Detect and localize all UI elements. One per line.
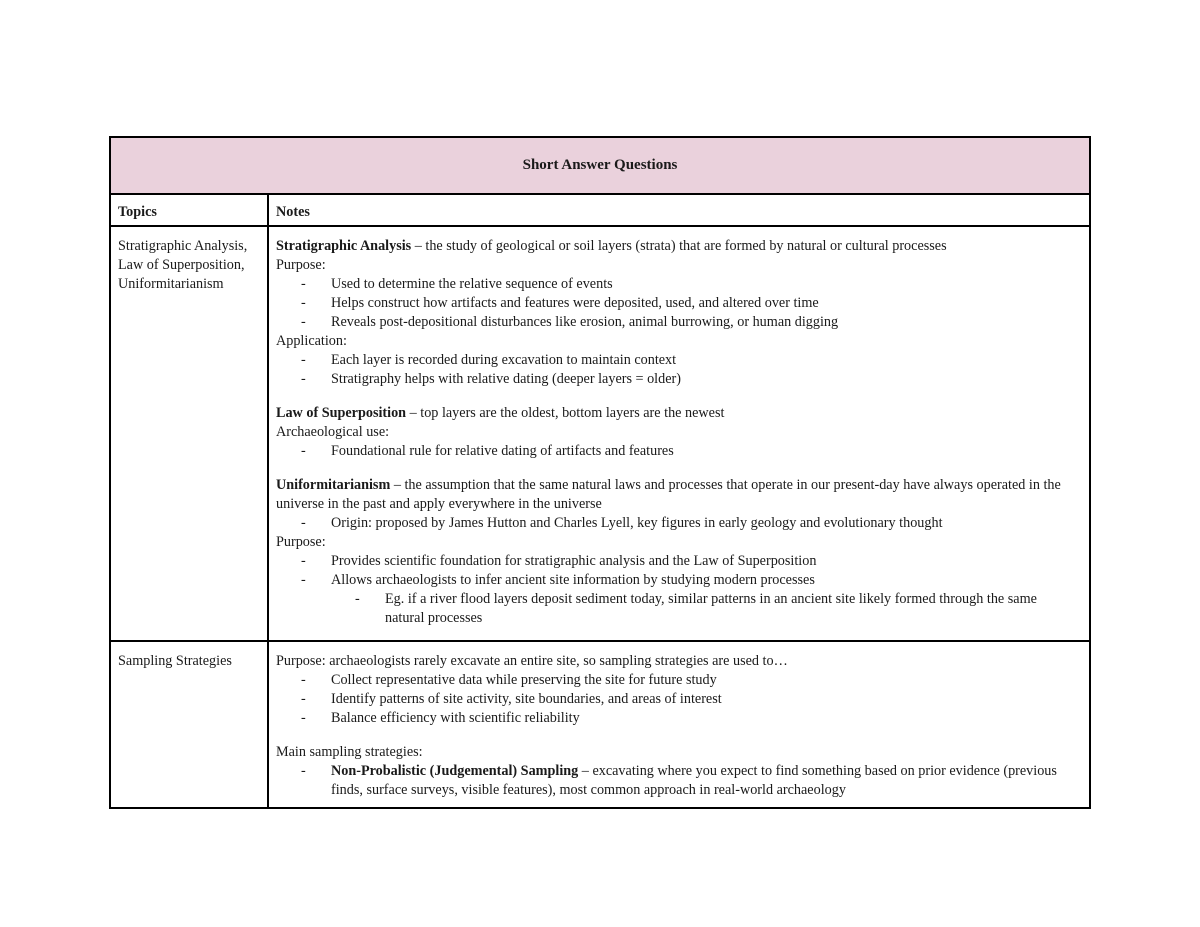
- short-answer-table: [109, 136, 1091, 809]
- uni-purpose-label: Purpose:: [276, 534, 326, 551]
- notes-sampling: [268, 641, 1090, 808]
- list-item: - Allows archaeologists to infer ancient site information by studying modern processes: [301, 572, 815, 589]
- list-item: - Non-Probalistic (Judgemental) Sampling – excavating where you expect to find something based on prior evidence (previous finds, surface surveys, visible features), most common approach in real-world archaeology: [301, 762, 1057, 798]
- list-item: - Balance efficiency with scientific reliability: [301, 709, 580, 726]
- header-notes: Notes: [268, 194, 1090, 226]
- topic-sampling: Sampling Strategies: [110, 641, 268, 808]
- header-topics: Topics: [110, 194, 268, 226]
- strategy-term: Non-Probalistic (Judgemental) Sampling: [331, 762, 579, 779]
- super-def-text: – top layers are the oldest, bottom layers are the newest: [406, 405, 725, 422]
- notes-stratigraphy: [268, 226, 1090, 641]
- topic-stratigraphy: Stratigraphic Analysis, Law of Superposition, Uniformitarianism: [110, 226, 268, 641]
- list-item: - Each layer is recorded during excavation to maintain context: [301, 352, 677, 369]
- uni-example: - Eg. if a river flood layers deposit sediment today, similar patterns in an ancient site likely formed through the same natural processes: [355, 591, 1037, 627]
- list-item: - Used to determine the relative sequence of events: [301, 276, 613, 293]
- sampling-purpose: Purpose: archaeologists rarely excavate an entire site, so sampling strategies are used to…: [276, 652, 788, 669]
- main-strategies-label: Main sampling strategies:: [276, 743, 423, 760]
- list-item: - Helps construct how artifacts and features were deposited, used, and altered over time: [301, 295, 819, 312]
- super-term: Law of Superposition: [276, 405, 407, 422]
- strat-purpose-label: Purpose:: [276, 257, 326, 274]
- list-item: - Collect representative data while preserving the site for future study: [301, 671, 717, 688]
- list-item: - Reveals post-depositional disturbances like erosion, animal burrowing, or human digging: [301, 314, 839, 331]
- list-item: - Identify patterns of site activity, site boundaries, and areas of interest: [301, 690, 722, 707]
- uni-definition: [276, 476, 1081, 514]
- uni-def-text: – the assumption that the same natural laws and processes that operate in our present-day have always operated in the universe in the past and apply everywhere in the universe: [276, 477, 1061, 513]
- strategy-def: – excavating where you expect to find something based on prior evidence (previous finds, surface surveys, visible features), most common approach in real-world archaeology: [331, 762, 1057, 798]
- list-item: - Provides scientific foundation for stratigraphic analysis and the Law of Superposition: [301, 553, 817, 570]
- uni-origin: - Origin: proposed by James Hutton and Charles Lyell, key figures in early geology and evolutionary thought: [301, 515, 943, 532]
- list-item: - Stratigraphy helps with relative dating (deeper layers = older): [301, 371, 681, 388]
- table-title: Short Answer Questions: [110, 137, 1090, 194]
- list-item: - Foundational rule for relative dating of artifacts and features: [301, 443, 674, 460]
- super-definition: [276, 404, 1081, 423]
- strat-term: Stratigraphic Analysis: [276, 238, 412, 255]
- strat-application-label: Application:: [276, 333, 347, 350]
- strat-def-text: – the study of geological or soil layers (strata) that are formed by natural or cultural processes: [411, 238, 947, 255]
- strat-definition: [276, 237, 1081, 256]
- uni-term: Uniformitarianism: [276, 477, 391, 494]
- super-use-label: Archaeological use:: [276, 424, 390, 441]
